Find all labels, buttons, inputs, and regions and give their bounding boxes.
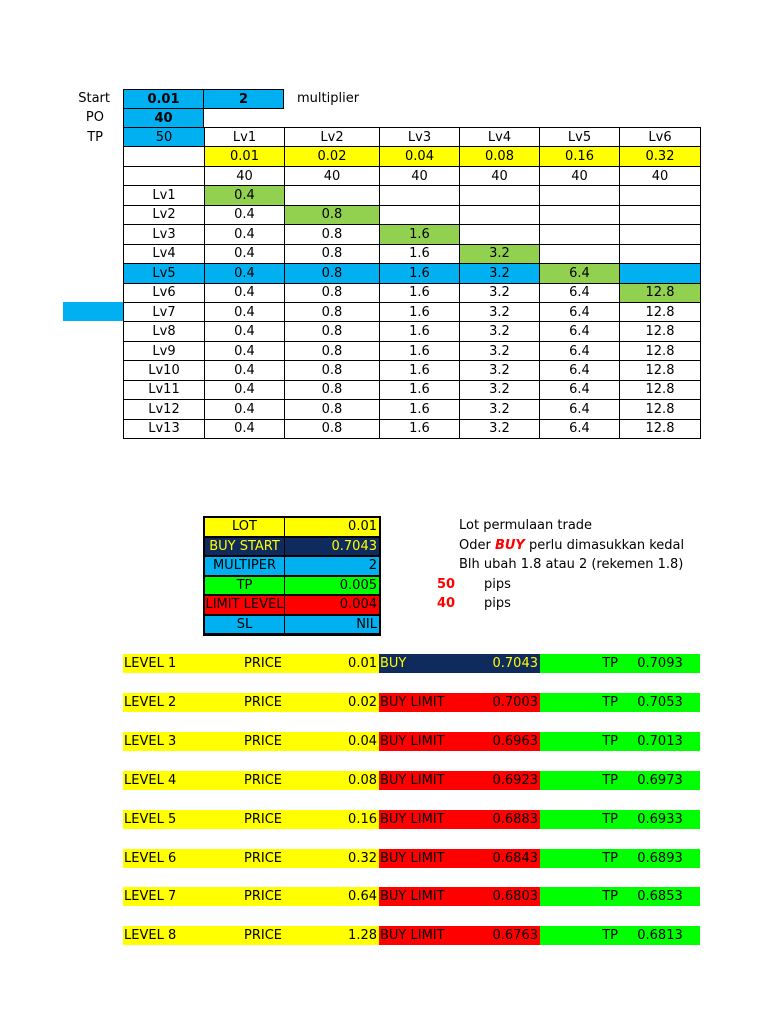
grid-pips-row [124, 166, 701, 185]
value-cell[interactable] [620, 244, 701, 263]
value-cell[interactable] [540, 186, 620, 205]
order-lot-value[interactable]: 0.16 [318, 810, 379, 829]
grid-row-lv10 [124, 361, 701, 380]
order-tp-label: TP [540, 887, 620, 906]
order-tp-value[interactable]: 0.6813 [620, 926, 700, 945]
order-type[interactable]: BUY LIMIT [379, 849, 459, 868]
order-type[interactable]: BUY LIMIT [379, 810, 459, 829]
order-type[interactable]: BUY LIMIT [379, 771, 459, 790]
value-cell[interactable]: 6.4 [540, 419, 620, 438]
value-cell[interactable]: 0.8 [285, 341, 380, 360]
value-cell[interactable]: 3.2 [460, 283, 540, 302]
order-price-label: PRICE [208, 849, 318, 868]
note-limit-pips-unit: pips [484, 596, 511, 611]
value-cell[interactable]: 3.2 [460, 322, 540, 341]
value-cell[interactable]: 0.4 [205, 186, 285, 205]
value-cell[interactable]: 12.8 [620, 361, 701, 380]
level-table [123, 127, 701, 439]
order-tp-value[interactable]: 0.6973 [620, 771, 700, 790]
value-cell[interactable]: 12.8 [620, 302, 701, 321]
order-lot-value[interactable]: 0.64 [318, 887, 379, 906]
pips-cell[interactable]: 40 [205, 166, 285, 185]
value-cell[interactable]: 0.8 [285, 322, 380, 341]
order-level-label: LEVEL 2 [123, 693, 208, 712]
order-price-value[interactable]: 0.7003 [459, 693, 540, 712]
order-price-value[interactable]: 0.6923 [459, 771, 540, 790]
pips-cell[interactable]: 40 [540, 166, 620, 185]
grid-row-lv13 [124, 419, 701, 438]
row-label: Lv7 [124, 302, 205, 321]
order-level-label: LEVEL 6 [123, 849, 208, 868]
value-cell[interactable]: 6.4 [540, 264, 620, 283]
order-price-label: PRICE [208, 654, 318, 673]
value-cell[interactable]: 3.2 [460, 419, 540, 438]
value-cell[interactable]: 0.4 [205, 322, 285, 341]
empty-cell [124, 166, 205, 185]
value-cell[interactable]: 0.4 [205, 400, 285, 419]
value-cell[interactable]: 3.2 [460, 264, 540, 283]
value-cell[interactable] [460, 205, 540, 224]
grid-lots-row [124, 147, 701, 166]
grid-row-lv3 [124, 225, 701, 244]
note-tp-pips-unit: pips [484, 577, 511, 592]
grid-row-lv7 [124, 302, 701, 321]
value-cell[interactable]: 6.4 [540, 380, 620, 399]
order-lot-value[interactable]: 0.08 [318, 771, 379, 790]
note-order [459, 538, 684, 553]
order-price-label: PRICE [208, 693, 318, 712]
value-cell[interactable]: 0.4 [205, 361, 285, 380]
grid-row-lv6 [124, 283, 701, 302]
value-cell[interactable]: 0.8 [285, 380, 380, 399]
value-cell[interactable] [380, 205, 460, 224]
order-price-value[interactable]: 0.6803 [459, 887, 540, 906]
value-cell[interactable]: 6.4 [540, 322, 620, 341]
note-order-buy: BUY [494, 538, 525, 553]
setting-limit-value[interactable]: 0.004 [284, 595, 380, 615]
value-cell[interactable]: 0.8 [285, 205, 380, 224]
note-lot: Lot permulaan trade [459, 518, 593, 533]
order-level-label: LEVEL 8 [123, 926, 208, 945]
grid-row-lv12 [124, 400, 701, 419]
value-cell[interactable]: 0.4 [205, 225, 285, 244]
order-price-value[interactable]: 0.6963 [459, 732, 540, 751]
value-cell[interactable]: 12.8 [620, 283, 701, 302]
order-tp-label: TP [540, 810, 620, 829]
lot-cell[interactable]: 0.16 [540, 147, 620, 166]
value-cell[interactable] [380, 186, 460, 205]
value-cell[interactable]: 0.4 [205, 244, 285, 263]
order-level-label: LEVEL 4 [123, 771, 208, 790]
multiplier-label: multiplier [297, 91, 360, 106]
grid-row-lv4 [124, 244, 701, 263]
note-tp-pips-value: 50 [437, 577, 456, 592]
order-tp-value[interactable]: 0.6853 [620, 887, 700, 906]
order-tp-value[interactable]: 0.7013 [620, 732, 700, 751]
row-label: Lv13 [124, 419, 205, 438]
order-tp-label: TP [540, 693, 620, 712]
value-cell[interactable]: 1.6 [380, 361, 460, 380]
empty-cell [124, 147, 205, 166]
order-price-value[interactable]: 0.6843 [459, 849, 540, 868]
order-lot-value[interactable]: 0.04 [318, 732, 379, 751]
setting-multiper-label: MULTIPER [204, 556, 285, 576]
order-type[interactable]: BUY LIMIT [379, 693, 459, 712]
grid-header-row [124, 128, 701, 147]
row-label: Lv4 [124, 244, 205, 263]
setting-lot-label: LOT [204, 517, 285, 537]
order-price-value[interactable]: 0.6763 [459, 926, 540, 945]
value-cell[interactable]: 1.6 [380, 341, 460, 360]
value-cell[interactable]: 0.8 [285, 244, 380, 263]
po-value-cell[interactable]: 40 [123, 108, 204, 128]
row-label: Lv12 [124, 400, 205, 419]
grid-row-lv5 [124, 264, 701, 283]
column-header-lv1: Lv1 [205, 128, 285, 147]
value-cell[interactable]: 0.4 [205, 264, 285, 283]
setting-buy-start-value[interactable]: 0.7043 [284, 537, 380, 557]
row-label: Lv11 [124, 380, 205, 399]
grid-row-lv8 [124, 322, 701, 341]
value-cell[interactable]: 0.8 [285, 361, 380, 380]
value-cell[interactable] [540, 244, 620, 263]
value-cell[interactable]: 0.4 [205, 380, 285, 399]
pips-cell[interactable]: 40 [380, 166, 460, 185]
note-order-post: perlu dimasukkan kedal [524, 538, 685, 553]
setting-multiper-value[interactable]: 2 [284, 556, 380, 576]
grid-row-lv11 [124, 380, 701, 399]
value-cell[interactable]: 3.2 [460, 400, 540, 419]
value-cell[interactable]: 12.8 [620, 341, 701, 360]
value-cell[interactable]: 12.8 [620, 322, 701, 341]
value-cell[interactable]: 12.8 [620, 380, 701, 399]
value-cell[interactable]: 0.4 [205, 419, 285, 438]
value-cell[interactable]: 0.4 [205, 205, 285, 224]
note-order-pre: Oder [459, 538, 495, 553]
order-tp-value[interactable]: 0.6893 [620, 849, 700, 868]
value-cell[interactable]: 6.4 [540, 361, 620, 380]
value-cell[interactable]: 1.6 [380, 264, 460, 283]
order-tp-label: TP [540, 654, 620, 673]
lot-cell[interactable]: 0.02 [285, 147, 380, 166]
po-label: PO [85, 110, 104, 125]
value-cell[interactable]: 0.8 [285, 302, 380, 321]
value-cell[interactable]: 0.8 [285, 225, 380, 244]
grid-row-lv9 [124, 341, 701, 360]
value-cell[interactable]: 0.8 [285, 400, 380, 419]
value-cell[interactable] [620, 264, 701, 283]
value-cell[interactable]: 0.8 [285, 264, 380, 283]
order-lot-value[interactable]: 0.02 [318, 693, 379, 712]
value-cell[interactable]: 3.2 [460, 244, 540, 263]
grid-row-lv2 [124, 205, 701, 224]
row-label: Lv3 [124, 225, 205, 244]
value-cell[interactable]: 3.2 [460, 380, 540, 399]
order-type[interactable]: BUY LIMIT [379, 732, 459, 751]
row-label: Lv1 [124, 186, 205, 205]
value-cell[interactable]: 0.4 [205, 341, 285, 360]
start-value-cell[interactable]: 0.01 [123, 89, 204, 109]
order-price-label: PRICE [208, 771, 318, 790]
lot-cell[interactable]: 0.04 [380, 147, 460, 166]
order-level-label: LEVEL 1 [123, 654, 208, 673]
value-cell[interactable] [540, 225, 620, 244]
setting-tp-value[interactable]: 0.005 [284, 576, 380, 596]
order-tp-value[interactable]: 0.7093 [620, 654, 700, 673]
order-lot-value[interactable]: 1.28 [318, 926, 379, 945]
start-label: Start [78, 91, 110, 106]
value-cell[interactable] [620, 186, 701, 205]
order-price-value[interactable]: 0.6883 [459, 810, 540, 829]
order-tp-label: TP [540, 732, 620, 751]
value-cell[interactable] [460, 186, 540, 205]
value-cell[interactable]: 1.6 [380, 419, 460, 438]
value-cell[interactable]: 6.4 [540, 302, 620, 321]
order-tp-value[interactable]: 0.7053 [620, 693, 700, 712]
multiplier-value-cell[interactable]: 2 [203, 89, 284, 109]
order-level-label: LEVEL 3 [123, 732, 208, 751]
order-tp-value[interactable]: 0.6933 [620, 810, 700, 829]
order-type[interactable]: BUY LIMIT [379, 926, 459, 945]
value-cell[interactable]: 12.8 [620, 400, 701, 419]
column-header-lv4: Lv4 [460, 128, 540, 147]
setting-tp-label: TP [204, 576, 285, 596]
value-cell[interactable]: 1.6 [380, 283, 460, 302]
value-cell[interactable]: 1.6 [380, 244, 460, 263]
row-label: Lv10 [124, 361, 205, 380]
value-cell[interactable]: 3.2 [460, 361, 540, 380]
value-cell[interactable]: 3.2 [460, 302, 540, 321]
column-header-lv2: Lv2 [285, 128, 380, 147]
row-label: Lv2 [124, 205, 205, 224]
value-cell[interactable]: 0.8 [285, 419, 380, 438]
order-price-value[interactable]: 0.7043 [459, 654, 540, 673]
order-type[interactable]: BUY LIMIT [379, 887, 459, 906]
pips-cell[interactable]: 40 [460, 166, 540, 185]
value-cell[interactable] [285, 186, 380, 205]
lot-cell[interactable]: 0.08 [460, 147, 540, 166]
order-price-label: PRICE [208, 732, 318, 751]
order-tp-label: TP [540, 771, 620, 790]
order-price-label: PRICE [208, 810, 318, 829]
value-cell[interactable]: 1.6 [380, 322, 460, 341]
note-multiplier: Blh ubah 1.8 atau 2 (rekemen 1.8) [459, 557, 684, 572]
pips-cell[interactable]: 40 [620, 166, 701, 185]
order-type[interactable]: BUY [379, 654, 459, 673]
setting-lot-value[interactable]: 0.01 [284, 517, 380, 537]
row-label: Lv8 [124, 322, 205, 341]
tp-value-cell[interactable]: 50 [124, 128, 205, 147]
value-cell[interactable]: 0.4 [205, 302, 285, 321]
note-limit-pips-value: 40 [437, 596, 456, 611]
value-cell[interactable] [620, 205, 701, 224]
order-level-label: LEVEL 7 [123, 887, 208, 906]
value-cell[interactable]: 1.6 [380, 400, 460, 419]
row-label: Lv9 [124, 341, 205, 360]
pips-cell[interactable]: 40 [285, 166, 380, 185]
row-label: Lv5 [124, 264, 205, 283]
value-cell[interactable]: 6.4 [540, 400, 620, 419]
order-level-label: LEVEL 5 [123, 810, 208, 829]
order-tp-label: TP [540, 849, 620, 868]
row-marker [63, 302, 123, 321]
column-header-lv5: Lv5 [540, 128, 620, 147]
order-lot-value[interactable]: 0.32 [318, 849, 379, 868]
value-cell[interactable]: 0.4 [205, 283, 285, 302]
order-price-label: PRICE [208, 926, 318, 945]
setting-sl-label: SL [204, 615, 285, 635]
order-lot-value[interactable]: 0.01 [318, 654, 379, 673]
order-tp-label: TP [540, 926, 620, 945]
value-cell[interactable]: 12.8 [620, 419, 701, 438]
value-cell[interactable]: 1.6 [380, 380, 460, 399]
column-header-lv6: Lv6 [620, 128, 701, 147]
value-cell[interactable]: 0.8 [285, 283, 380, 302]
grid-row-lv1 [124, 186, 701, 205]
tp-label: TP [87, 130, 103, 145]
row-label: Lv6 [124, 283, 205, 302]
lot-cell[interactable]: 0.01 [205, 147, 285, 166]
lot-cell[interactable]: 0.32 [620, 147, 701, 166]
setting-sl-value[interactable]: NIL [284, 615, 380, 635]
value-cell[interactable]: 6.4 [540, 341, 620, 360]
setting-buy-start-label: BUY START [204, 537, 285, 557]
order-price-label: PRICE [208, 887, 318, 906]
value-cell[interactable]: 1.6 [380, 225, 460, 244]
value-cell[interactable] [620, 225, 701, 244]
value-cell[interactable]: 3.2 [460, 341, 540, 360]
value-cell[interactable]: 6.4 [540, 283, 620, 302]
value-cell[interactable]: 1.6 [380, 302, 460, 321]
value-cell[interactable] [460, 225, 540, 244]
column-header-lv3: Lv3 [380, 128, 460, 147]
setting-limit-label: LIMIT LEVEL [204, 595, 285, 615]
value-cell[interactable] [540, 205, 620, 224]
